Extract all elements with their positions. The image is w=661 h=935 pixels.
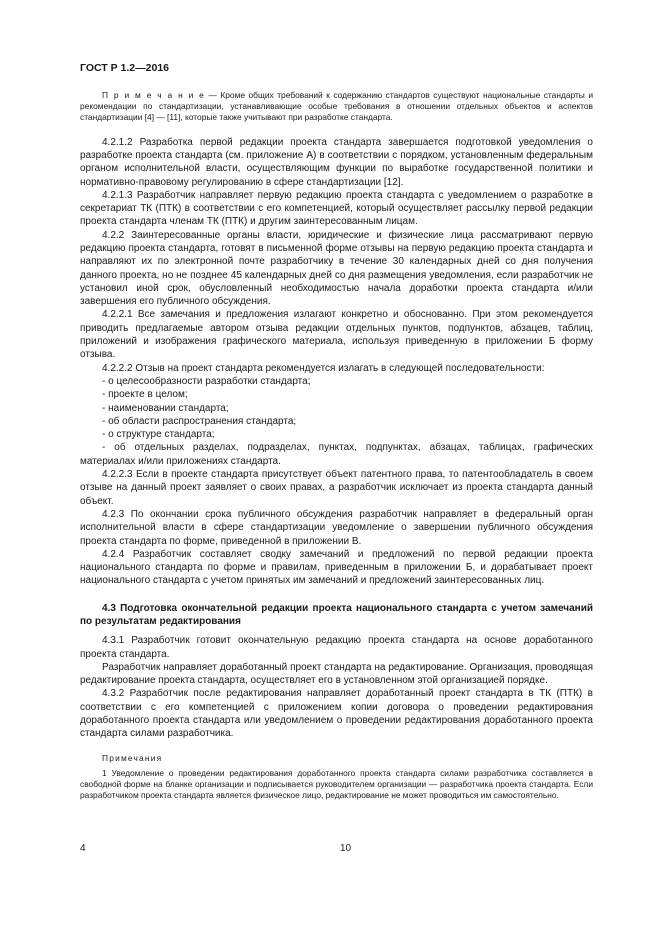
page-body bbox=[80, 90, 593, 801]
document-id: ГОСТ Р 1.2—2016 bbox=[80, 62, 170, 74]
paragraph-4-2-2-2: 4.2.2.2 Отзыв на проект стандарта рекомендуется излагать в следующей последовательности: bbox=[102, 362, 545, 374]
note-text: — Кроме общих требований к содержанию стандартов существуют национальные стандарты и рекомендации по стандартизации, устанавливающие особые требования в отношении отдельных объектов и аспектов стандартизации [4] — [11], которые также учитывают при разработке стандарта. bbox=[80, 90, 593, 123]
list-item: - о целесообразности разработки стандарта; bbox=[102, 375, 311, 387]
list-item: - об отдельных разделах, подразделах, пунктах, подпунктах, абзацах, таблицах, графических материалах и/или приложениях стандарта. bbox=[80, 442, 593, 467]
section-heading-4-3: 4.3 Подготовка окончательной редакции проекта национального стандарта с учетом замечаний по результатам редактирования bbox=[80, 602, 593, 627]
paragraph-4-2-1-3: 4.2.1.3 Разработчик направляет первую редакцию проекта стандарта с уведомлением о разработке в секретариат ТК (ПТК) в соответствии с его компетенцией, который осуществляет рассылку первой редакции проекта стандарта членам ТК (ПТК) и другим заинтересованным лицам. bbox=[80, 189, 593, 228]
list-item: - о структуре стандарта; bbox=[102, 429, 215, 441]
list-item: - проекте в целом; bbox=[102, 389, 188, 401]
paragraph-4-2-2-3: 4.2.2.3 Если в проекте стандарта присутствует объект патентного права, то патентообладатель в своем отзыве на данный проект заявляет о своих правах, а разработчик исключает из проекта стандарта данный объект. bbox=[80, 469, 593, 507]
paragraph-4-2-3: 4.2.3 По окончании срока публичного обсуждения разработчик направляет в федеральный орган исполнительной власти в сфере стандартизации уведомление о завершении публичного обсуждения проекта стандарта по форме, приведенной в приложении В. bbox=[80, 508, 593, 547]
note-item: 1 Уведомление о проведении редактирования доработанного проекта стандарта силами разработчика составляется в свободной форме на бланке организации и подписывается руководителем организации — разработчика проекта стандарта. Если разработчиком проекта стандарта является физическое лицо, редактирование не может проводиться им самостоятельно. bbox=[80, 767, 593, 801]
paragraph-4-3-2: 4.3.2 Разработчик после редактирования направляет доработанный проект стандарта в ТК (ПТК) в соответствии с его компетенцией с приложением копии договора о проведении редактирования доработанного проекта стандарта или уведомлением о проведении редактирования доработанного проекта стандарта силами разработчика. bbox=[80, 688, 593, 740]
paragraph-4-2-2: 4.2.2 Заинтересованные органы власти, юридические и физические лица рассматривают первую редакцию проекта стандарта, готовят в письменной форме отзывы на первую редакцию проекта стандарта и направляют их по электронной почте разработчику в течение 30 календарных дней со дня получения данного проекта, но не позднее 45 календарных дней со дня размещения уведомления, если разработчик не установил иной срок, обусловленный необходимостью начала доработки проекта стандарта и/или завершения его публичного обсуждения. bbox=[80, 229, 593, 308]
paragraph-4-3-1: 4.3.1 Разработчик готовит окончательную редакцию проекта стандарта на основе доработанного проекта стандарта. bbox=[80, 635, 593, 660]
paragraph-4-2-2-1: 4.2.2.1 Все замечания и предложения излагают конкретно и обоснованно. При этом рекомендуется приводить предлагаемые автором отзыва редакции отдельных пунктов, подпунктов, абзацев, таблиц, приложений и изображения графического материала, используя приведенную в приложении Б форму отзыва. bbox=[80, 309, 593, 361]
list-item: - наименовании стандарта; bbox=[102, 402, 229, 414]
note-label: П р и м е ч а н и е bbox=[102, 90, 206, 100]
paragraph-editing: Разработчик направляет доработанный проект стандарта на редактирование. Организация, проводящая редактирование проекта стандарта, осуществляет его в установленном этой организацией порядке. bbox=[80, 661, 593, 687]
paragraph-4-2-1-2: 4.2.1.2 Разработка первой редакции проекта стандарта завершается подготовкой уведомления о разработке проекта стандарта (см. приложение А) в соответствии с порядком, установленным федеральным органом исполнительной власти, осуществляющим функции по выработке государственной политики и нормативно-правовому регулированию в сфере стандартизации [12]. bbox=[80, 136, 593, 188]
paragraph-4-2-4: 4.2.4 Разработчик составляет сводку замечаний и предложений по первой редакции проекта национального стандарта по форме и правилам, приведенным в приложении Б, и дорабатывает проект национального стандарта с учетом принятых им замечаний и предложений заинтересованных лиц. bbox=[80, 548, 593, 587]
notes-title: Примечания bbox=[102, 752, 163, 763]
list-item: - об области распространения стандарта; bbox=[102, 415, 297, 427]
page-number-center: 10 bbox=[340, 843, 352, 854]
note-top bbox=[80, 90, 593, 124]
page-number-left: 4 bbox=[80, 843, 86, 854]
